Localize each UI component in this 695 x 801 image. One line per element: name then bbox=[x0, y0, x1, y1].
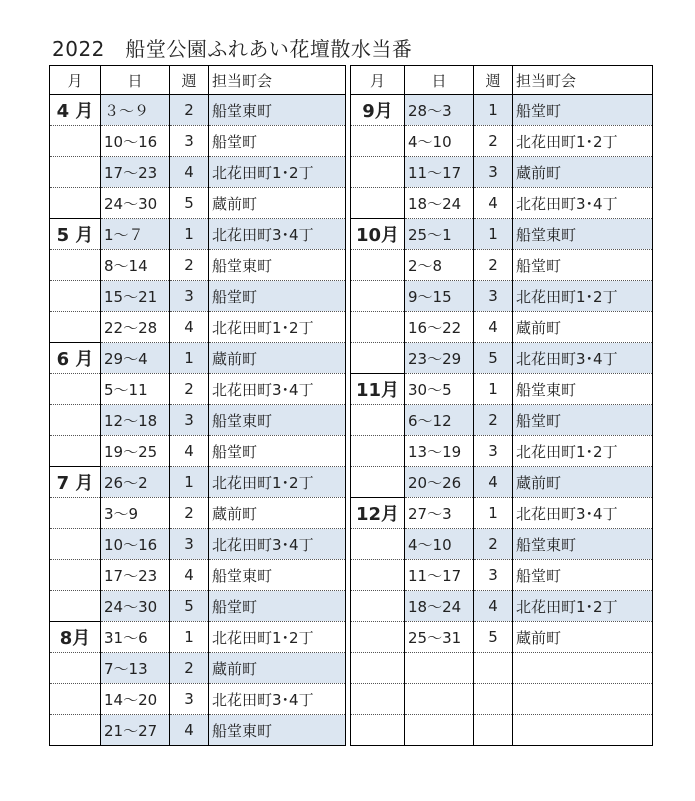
table-row bbox=[50, 684, 346, 715]
cell-date bbox=[405, 684, 474, 715]
cell-area: 船堂東町 bbox=[209, 250, 346, 281]
table-row bbox=[50, 343, 346, 374]
cell-week: 2 bbox=[474, 405, 513, 436]
cell-date: 20～26 bbox=[405, 467, 474, 498]
cell-week bbox=[474, 684, 513, 715]
table-row bbox=[351, 436, 653, 467]
cell-month bbox=[351, 653, 405, 684]
cell-week: 4 bbox=[170, 715, 209, 746]
table-row bbox=[50, 529, 346, 560]
cell-week: 1 bbox=[170, 343, 209, 374]
cell-date: 23～29 bbox=[405, 343, 474, 374]
cell-date: 18～24 bbox=[405, 591, 474, 622]
schedule-table-left bbox=[49, 65, 346, 746]
cell-month: 9月 bbox=[351, 95, 405, 126]
cell-area: 北花田町3･4丁 bbox=[209, 529, 346, 560]
header-area: 担当町会 bbox=[513, 66, 653, 95]
cell-date: 1～７ bbox=[101, 219, 170, 250]
cell-area: 北花田町3･4丁 bbox=[209, 374, 346, 405]
cell-month bbox=[351, 343, 405, 374]
table-row bbox=[351, 715, 653, 746]
cell-area: 船堂町 bbox=[513, 405, 653, 436]
cell-week: 4 bbox=[170, 560, 209, 591]
cell-area: 船堂町 bbox=[513, 560, 653, 591]
cell-week bbox=[474, 715, 513, 746]
table-row bbox=[50, 715, 346, 746]
cell-month: 7 月 bbox=[50, 467, 101, 498]
header-date: 日 bbox=[405, 66, 474, 95]
cell-date: 25～31 bbox=[405, 622, 474, 653]
schedule-table-right bbox=[350, 65, 653, 746]
table-row bbox=[351, 157, 653, 188]
cell-week: 4 bbox=[474, 467, 513, 498]
cell-date: 27～3 bbox=[405, 498, 474, 529]
table-row bbox=[351, 498, 653, 529]
cell-date: 24～30 bbox=[101, 188, 170, 219]
cell-area: 北花田町3･4丁 bbox=[513, 188, 653, 219]
cell-area: 北花田町1･2丁 bbox=[513, 591, 653, 622]
table-row bbox=[50, 219, 346, 250]
cell-week: 2 bbox=[170, 374, 209, 405]
cell-week: 2 bbox=[170, 653, 209, 684]
table-row bbox=[351, 560, 653, 591]
cell-area: 蔵前町 bbox=[513, 622, 653, 653]
cell-month bbox=[351, 622, 405, 653]
cell-month bbox=[50, 560, 101, 591]
cell-area: 蔵前町 bbox=[209, 498, 346, 529]
cell-area: 北花田町3･4丁 bbox=[513, 498, 653, 529]
cell-week: 4 bbox=[170, 157, 209, 188]
cell-date: 16～22 bbox=[405, 312, 474, 343]
cell-date: 6～12 bbox=[405, 405, 474, 436]
cell-month bbox=[351, 715, 405, 746]
cell-date: 2～8 bbox=[405, 250, 474, 281]
cell-week: 4 bbox=[474, 591, 513, 622]
cell-area: 船堂東町 bbox=[209, 95, 346, 126]
cell-date: 8～14 bbox=[101, 250, 170, 281]
table-row bbox=[50, 498, 346, 529]
page-title: 2022 船堂公園ふれあい花壇散水当番 bbox=[52, 37, 413, 61]
cell-month bbox=[50, 591, 101, 622]
cell-month bbox=[50, 281, 101, 312]
cell-date: 25～1 bbox=[405, 219, 474, 250]
table-row bbox=[50, 653, 346, 684]
cell-month bbox=[50, 126, 101, 157]
cell-area: 蔵前町 bbox=[209, 343, 346, 374]
cell-week: 3 bbox=[170, 405, 209, 436]
cell-date: 21～27 bbox=[101, 715, 170, 746]
table-row bbox=[351, 343, 653, 374]
cell-month bbox=[351, 281, 405, 312]
cell-month bbox=[351, 560, 405, 591]
cell-month bbox=[50, 436, 101, 467]
cell-month: 11月 bbox=[351, 374, 405, 405]
cell-month bbox=[50, 684, 101, 715]
cell-date: 11～17 bbox=[405, 560, 474, 591]
cell-month bbox=[351, 529, 405, 560]
cell-date: ３～９ bbox=[101, 95, 170, 126]
cell-date: 4～10 bbox=[405, 529, 474, 560]
cell-month: 6 月 bbox=[50, 343, 101, 374]
cell-week: 2 bbox=[170, 95, 209, 126]
cell-month bbox=[50, 312, 101, 343]
table-row bbox=[50, 622, 346, 653]
cell-month bbox=[351, 405, 405, 436]
cell-week: 1 bbox=[170, 467, 209, 498]
cell-area bbox=[513, 653, 653, 684]
cell-month bbox=[50, 498, 101, 529]
cell-week: 4 bbox=[170, 436, 209, 467]
cell-area: 北花田町3･4丁 bbox=[209, 219, 346, 250]
header-area: 担当町会 bbox=[209, 66, 346, 95]
cell-week: 5 bbox=[170, 591, 209, 622]
cell-week: 1 bbox=[474, 374, 513, 405]
cell-area: 蔵前町 bbox=[209, 653, 346, 684]
table-row bbox=[50, 374, 346, 405]
cell-date: 17～23 bbox=[101, 560, 170, 591]
cell-week bbox=[474, 653, 513, 684]
cell-area: 蔵前町 bbox=[513, 312, 653, 343]
cell-area: 船堂町 bbox=[513, 250, 653, 281]
cell-date: 28～3 bbox=[405, 95, 474, 126]
cell-area: 北花田町1･2丁 bbox=[513, 281, 653, 312]
cell-area: 北花田町1･2丁 bbox=[209, 312, 346, 343]
table-row bbox=[351, 653, 653, 684]
cell-area: 船堂東町 bbox=[513, 529, 653, 560]
cell-month: 10月 bbox=[351, 219, 405, 250]
cell-area: 船堂東町 bbox=[209, 560, 346, 591]
cell-month: 8月 bbox=[50, 622, 101, 653]
cell-month bbox=[351, 312, 405, 343]
cell-area: 蔵前町 bbox=[513, 467, 653, 498]
table-row bbox=[50, 250, 346, 281]
cell-area: 船堂東町 bbox=[209, 405, 346, 436]
table-row bbox=[50, 560, 346, 591]
cell-area: 蔵前町 bbox=[513, 157, 653, 188]
cell-date: 5～11 bbox=[101, 374, 170, 405]
cell-area: 北花田町3･4丁 bbox=[513, 343, 653, 374]
table-row bbox=[351, 126, 653, 157]
header-month: 月 bbox=[50, 66, 101, 95]
cell-week: 2 bbox=[474, 126, 513, 157]
cell-month bbox=[50, 250, 101, 281]
cell-area: 北花田町3･4丁 bbox=[209, 684, 346, 715]
table-row bbox=[351, 405, 653, 436]
cell-area: 船堂町 bbox=[209, 591, 346, 622]
table-row bbox=[351, 684, 653, 715]
cell-area: 北花田町1･2丁 bbox=[209, 157, 346, 188]
cell-area: 船堂東町 bbox=[513, 219, 653, 250]
cell-date: 19～25 bbox=[101, 436, 170, 467]
cell-week: 4 bbox=[474, 312, 513, 343]
cell-week: 3 bbox=[170, 281, 209, 312]
cell-date: 17～23 bbox=[101, 157, 170, 188]
cell-week: 3 bbox=[474, 281, 513, 312]
cell-week: 1 bbox=[170, 622, 209, 653]
cell-date: 10～16 bbox=[101, 529, 170, 560]
cell-date: 24～30 bbox=[101, 591, 170, 622]
cell-month bbox=[351, 684, 405, 715]
cell-date: 12～18 bbox=[101, 405, 170, 436]
table-row bbox=[50, 126, 346, 157]
cell-date: 22～28 bbox=[101, 312, 170, 343]
cell-area: 船堂町 bbox=[513, 95, 653, 126]
cell-month bbox=[50, 653, 101, 684]
table-row bbox=[50, 157, 346, 188]
cell-month bbox=[50, 188, 101, 219]
cell-month: 5 月 bbox=[50, 219, 101, 250]
cell-month bbox=[351, 157, 405, 188]
cell-week: 5 bbox=[474, 622, 513, 653]
cell-month bbox=[351, 126, 405, 157]
cell-week: 2 bbox=[474, 250, 513, 281]
cell-week: 1 bbox=[474, 498, 513, 529]
cell-area: 船堂町 bbox=[209, 436, 346, 467]
cell-month bbox=[351, 591, 405, 622]
cell-date: 11～17 bbox=[405, 157, 474, 188]
table-row bbox=[50, 281, 346, 312]
table-row bbox=[351, 374, 653, 405]
table-row bbox=[351, 219, 653, 250]
cell-week: 2 bbox=[474, 529, 513, 560]
table-row bbox=[50, 95, 346, 126]
cell-week: 3 bbox=[474, 560, 513, 591]
table-row bbox=[351, 188, 653, 219]
cell-week: 1 bbox=[170, 219, 209, 250]
table-row bbox=[351, 281, 653, 312]
cell-date: 30～5 bbox=[405, 374, 474, 405]
table-row bbox=[50, 436, 346, 467]
cell-month bbox=[50, 405, 101, 436]
cell-week: 1 bbox=[474, 95, 513, 126]
cell-week: 3 bbox=[474, 157, 513, 188]
cell-week: 1 bbox=[474, 219, 513, 250]
cell-area: 船堂東町 bbox=[513, 374, 653, 405]
cell-month bbox=[50, 715, 101, 746]
header-date: 日 bbox=[101, 66, 170, 95]
cell-date: 14～20 bbox=[101, 684, 170, 715]
cell-date: 9～15 bbox=[405, 281, 474, 312]
cell-month: 12月 bbox=[351, 498, 405, 529]
cell-date: 29～4 bbox=[101, 343, 170, 374]
cell-date: 10～16 bbox=[101, 126, 170, 157]
cell-week: 3 bbox=[474, 436, 513, 467]
cell-area: 北花田町1･2丁 bbox=[513, 126, 653, 157]
cell-week: 2 bbox=[170, 250, 209, 281]
cell-week: 4 bbox=[170, 312, 209, 343]
cell-month bbox=[351, 467, 405, 498]
cell-date bbox=[405, 715, 474, 746]
cell-week: 3 bbox=[170, 684, 209, 715]
cell-area: 北花田町1･2丁 bbox=[209, 467, 346, 498]
cell-area: 船堂東町 bbox=[209, 715, 346, 746]
cell-week: 3 bbox=[170, 529, 209, 560]
cell-date: 13～19 bbox=[405, 436, 474, 467]
cell-date: 18～24 bbox=[405, 188, 474, 219]
cell-date: 7～13 bbox=[101, 653, 170, 684]
cell-area bbox=[513, 684, 653, 715]
header-week: 週 bbox=[170, 66, 209, 95]
cell-date: 3～9 bbox=[101, 498, 170, 529]
header-week: 週 bbox=[474, 66, 513, 95]
cell-date bbox=[405, 653, 474, 684]
table-row bbox=[50, 591, 346, 622]
table-row bbox=[50, 188, 346, 219]
cell-month bbox=[351, 188, 405, 219]
table-row bbox=[50, 405, 346, 436]
table-row bbox=[351, 591, 653, 622]
header-row bbox=[351, 66, 653, 95]
cell-date: 31～6 bbox=[101, 622, 170, 653]
cell-week: 2 bbox=[170, 498, 209, 529]
header-month: 月 bbox=[351, 66, 405, 95]
header-row bbox=[50, 66, 346, 95]
cell-area bbox=[513, 715, 653, 746]
table-row bbox=[351, 95, 653, 126]
cell-area: 船堂町 bbox=[209, 126, 346, 157]
table-row bbox=[50, 467, 346, 498]
cell-date: 15～21 bbox=[101, 281, 170, 312]
cell-month: 4 月 bbox=[50, 95, 101, 126]
table-row bbox=[351, 529, 653, 560]
cell-month bbox=[50, 374, 101, 405]
table-row bbox=[351, 622, 653, 653]
cell-month bbox=[351, 250, 405, 281]
cell-month bbox=[50, 529, 101, 560]
cell-area: 船堂町 bbox=[209, 281, 346, 312]
cell-month bbox=[50, 157, 101, 188]
cell-area: 北花田町1･2丁 bbox=[513, 436, 653, 467]
cell-week: 5 bbox=[170, 188, 209, 219]
cell-date: 4～10 bbox=[405, 126, 474, 157]
table-row bbox=[351, 312, 653, 343]
cell-area: 蔵前町 bbox=[209, 188, 346, 219]
cell-week: 3 bbox=[170, 126, 209, 157]
table-row bbox=[351, 467, 653, 498]
table-row bbox=[351, 250, 653, 281]
cell-area: 北花田町1･2丁 bbox=[209, 622, 346, 653]
cell-week: 4 bbox=[474, 188, 513, 219]
cell-month bbox=[351, 436, 405, 467]
table-row bbox=[50, 312, 346, 343]
cell-week: 5 bbox=[474, 343, 513, 374]
cell-date: 26～2 bbox=[101, 467, 170, 498]
